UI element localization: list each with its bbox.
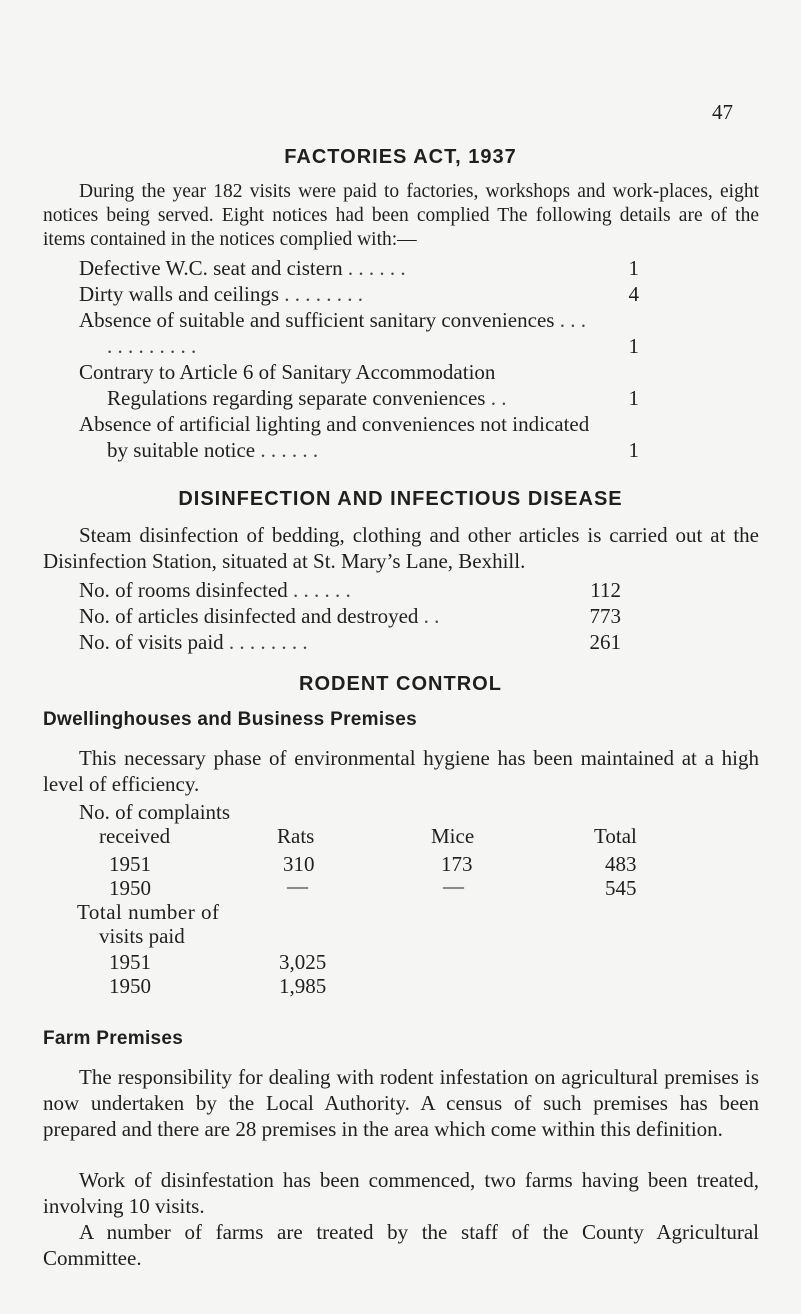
farm-paragraph: [43, 1167, 759, 1219]
visits-row-value: 3,025: [279, 950, 327, 974]
row-total: 483: [605, 852, 637, 876]
col-head-mice: Mice: [431, 824, 475, 848]
list-item: Dirty walls and ceilings . . . . . . . . 4: [79, 282, 639, 306]
visits-head-line2: visits paid: [99, 924, 185, 948]
col-head-rats: Rats: [277, 824, 315, 848]
visits-row-value: 1,985: [279, 974, 327, 998]
row-year: 1951: [109, 852, 151, 876]
farm-premises-subheading: Farm Premises: [43, 1028, 184, 1049]
col-head-complaints-line2: received: [99, 824, 171, 848]
item-value: 112: [590, 578, 621, 602]
item-label: Absence of artificial lighting and conveniences not indicated by suitable notice: [79, 412, 590, 462]
item-label: Defective W.C. seat and cistern: [79, 256, 343, 280]
list-item: Contrary to Article 6 of Sanitary Accommodation Regulations regarding separate conveniences . . 1: [79, 360, 639, 410]
visits-row-year: 1951: [109, 950, 151, 974]
farm-paragraph-text: The responsibility for dealing with rodent infestation on agricultural premises is now undertaken by the Local Authority. A census of such premises has been prepared and there are 28 premises in the area which come within this definition.: [43, 1065, 759, 1141]
item-value: 1: [628, 334, 639, 358]
col-head-complaints-line1: No. of complaints: [79, 800, 231, 824]
row-rats: —: [287, 874, 308, 898]
factories-items-list: [79, 255, 639, 463]
row-rats: 310: [283, 852, 315, 876]
item-label: Contrary to Article 6 of Sanitary Accommodation Regulations regarding separate conveniences: [79, 360, 496, 410]
list-item: No. of articles disinfected and destroyed . . 773: [79, 604, 621, 628]
farm-paragraph-text: A number of farms are treated by the staff of the County Agricultural Committee.: [43, 1220, 759, 1270]
farm-paragraph-text: Work of disinfestation has been commenced, two farms having been treated, involving 10 visits.: [43, 1168, 759, 1218]
list-item: Absence of artificial lighting and conveniences not indicated by suitable notice . . . . . . 1: [79, 412, 639, 462]
rodent-complaints-table: [79, 800, 659, 1020]
item-label: Dirty walls and ceilings: [79, 282, 280, 306]
visits-head-line1: Total number of: [77, 900, 220, 924]
factories-intro-text: During the year 182 visits were paid to factories, workshops and work-places, eight notices being served. Eight notices had been complied The following details are of the items contained in the notices complied with:—: [43, 181, 759, 250]
item-value: 1: [628, 386, 639, 410]
item-value: 261: [589, 630, 621, 654]
factories-act-heading: FACTORIES ACT, 1937: [284, 146, 517, 168]
row-mice: 173: [441, 852, 473, 876]
item-value: 1: [628, 256, 639, 280]
farm-paragraph: [43, 1064, 759, 1142]
dwellinghouses-subheading: Dwellinghouses and Business Premises: [43, 709, 418, 730]
page-number: 47: [712, 100, 733, 124]
col-head-total: Total: [594, 824, 637, 848]
item-value: 1: [628, 438, 639, 462]
item-value: 4: [628, 282, 639, 306]
item-value: 773: [589, 604, 621, 628]
list-item: No. of rooms disinfected . . . . . . 112: [79, 578, 621, 602]
visits-row-year: 1950: [109, 974, 151, 998]
row-total: 545: [605, 876, 637, 900]
farm-paragraph: [43, 1219, 759, 1271]
factories-intro-paragraph: [43, 180, 759, 252]
item-label: No. of visits paid: [79, 630, 224, 654]
row-mice: —: [443, 874, 464, 898]
list-item: Absence of suitable and sufficient sanitary conveniences . . . . . . . . . . . . 1: [79, 308, 639, 358]
item-label: Absence of suitable and sufficient sanitary conveniences: [79, 308, 555, 332]
rodent-intro-text: This necessary phase of environmental hygiene has been maintained at a high level of efficiency.: [43, 746, 759, 796]
disinfection-intro-paragraph: [43, 522, 759, 574]
rodent-control-heading: RODENT CONTROL: [299, 673, 502, 695]
disinfection-intro-text: Steam disinfection of bedding, clothing and other articles is carried out at the Disinfection Station, situated at St. Mary’s Lane, Bexhill.: [43, 523, 759, 573]
item-label: No. of rooms disinfected: [79, 578, 288, 602]
disinfection-items-list: [79, 577, 621, 655]
list-item: No. of visits paid . . . . . . . . 261: [79, 630, 621, 654]
rodent-intro-paragraph: [43, 745, 759, 797]
row-year: 1950: [109, 876, 151, 900]
item-label: No. of articles disinfected and destroyed: [79, 604, 419, 628]
list-item: Defective W.C. seat and cistern . . . . . . 1: [79, 256, 639, 280]
disinfection-heading: DISINFECTION AND INFECTIOUS DISEASE: [178, 488, 623, 510]
